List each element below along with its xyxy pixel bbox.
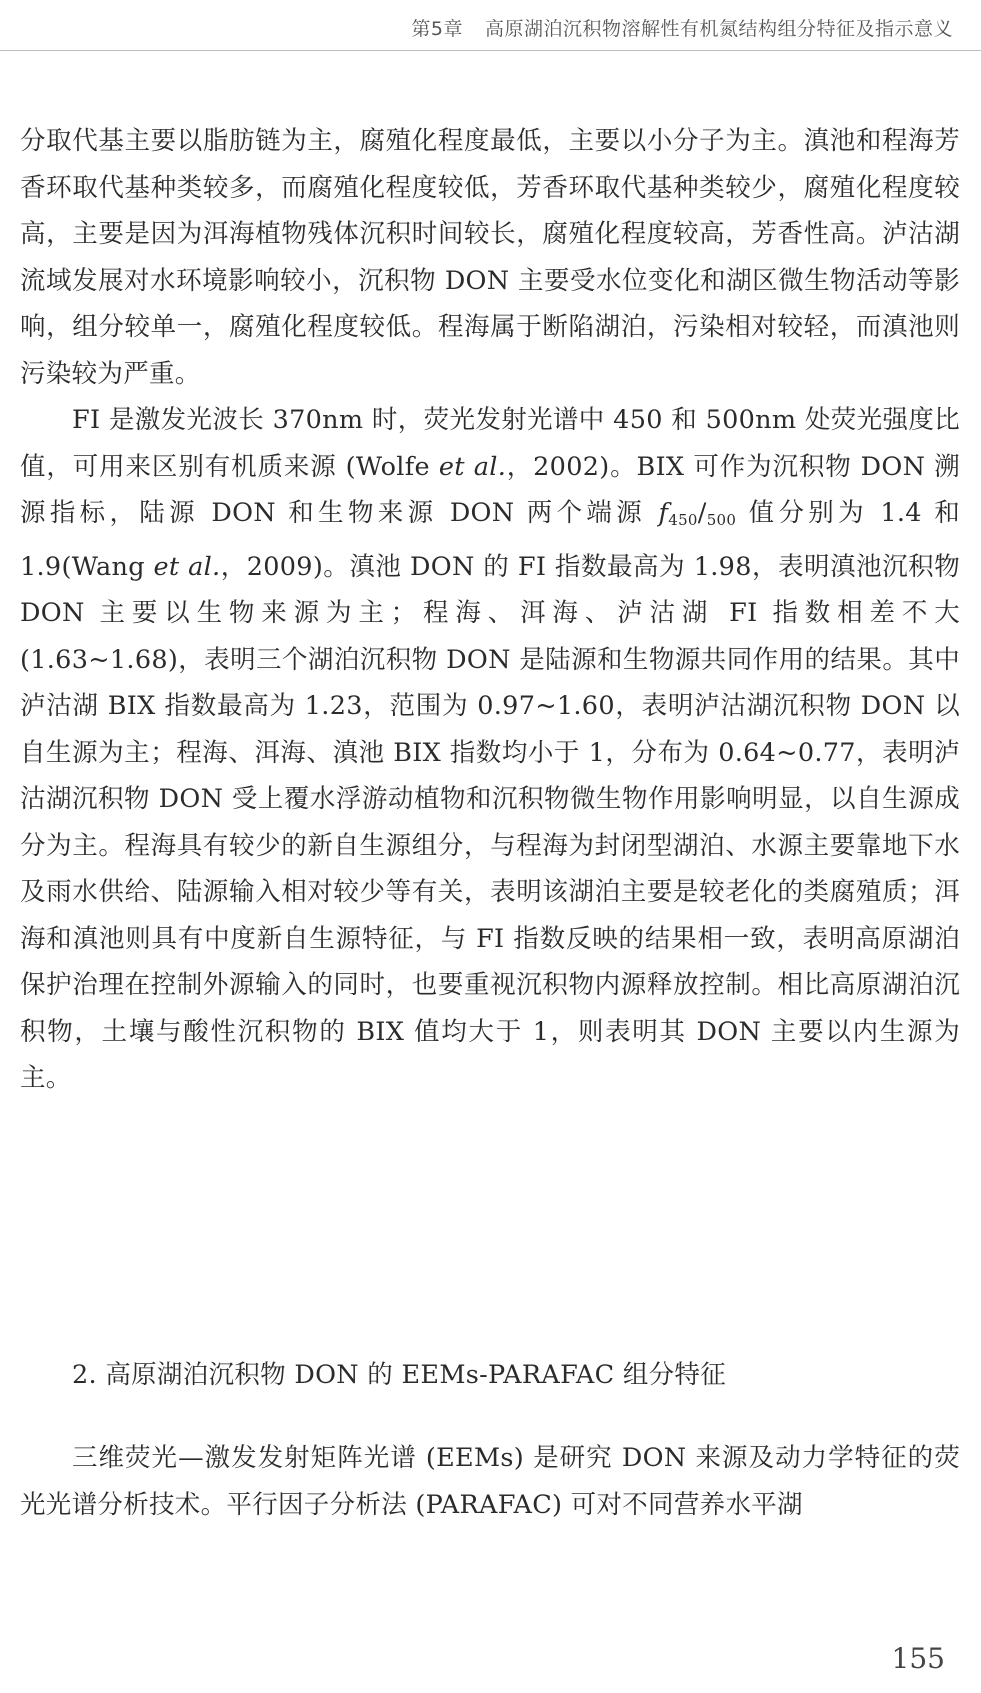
citation-etal: et al. (153, 551, 221, 582)
p2-text-a: FI 是激发光波长 370nm 时，荧光发射光谱中 450 和 500nm 处荧光强度比值，可用来区别有机质来源 (Wolfe (20, 405, 960, 482)
section-heading: 2. 高原湖泊沉积物 DON 的 EEMs-PARAFAC 组分特征 (72, 1360, 727, 1390)
p2-text-d: ，2009)。滇池 DON 的 FI 指数最高为 1.98，表明滇池沉积物 DON 主要以生物来源为主；程海、洱海、泸沽湖 FI 指数相差不大 (1.63~1.68)，表明三个湖泊沉积物 DON 是陆源和生物源共同作用的结果。其中泸沽湖 BIX 指数最高为 1.23，范围为 0.97~1.60，表明泸沽湖沉积物 DON 以自生源为主；程海、洱海、滇池 BIX 指数均小于 1，分布为 0.64~0.77，表明泸沽湖沉积物 DON 受上覆水浮游动植物和沉积物微生物作用影响明显，以自生源成分为主。程海具有较少的新自生源组分，与程海为封闭型湖泊、水源主要靠地下水及雨水供给、陆源输入相对较少等有关，表明该湖泊主要是较老化的类腐殖质；洱海和滇池则具有中度新自生源特征，与 FI 指数反映的结果相一致，表明高原湖泊保护治理在控制外源输入的同时，也要重视沉积物内源释放控制。相比高原湖泊沉积物，土壤与酸性沉积物的 BIX 值均大于 1，则表明其 DON 主要以内生源为主。 (20, 551, 960, 1093)
formula-slash: / (697, 498, 707, 528)
formula-sub-450: 450 (668, 511, 698, 529)
paragraph-3: 三维荧光—激发发射矩阵光谱 (EEMs) 是研究 DON 来源及动力学特征的荧光光谱分析技术。平行因子分析法 (PARAFAC) 可对不同营养水平湖 (20, 1443, 960, 1520)
header-rule (0, 50, 981, 51)
p2-text-b: ，2002)。BIX 可作为沉积物 DON 溯源指标，陆源 DON 和生物来源 DON 两个端源 (20, 451, 960, 528)
formula-sub-500: 500 (706, 511, 737, 529)
main-text (20, 118, 960, 1102)
p2-text-c: 值分别为 1.4 和 1.9(Wang (20, 498, 961, 582)
paragraph-2 (20, 397, 960, 1102)
running-header (411, 14, 953, 41)
main-text-continued (20, 1435, 960, 1528)
chapter-number: 第5章 (411, 18, 463, 40)
formula-f: f (658, 498, 669, 528)
page-number: 155 (891, 1642, 945, 1675)
paragraph-1: 分取代基主要以脂肪链为主，腐殖化程度最低，主要以小分子为主。滇池和程海芳香环取代基种类较多，而腐殖化程度较低，芳香环取代基种类较少，腐殖化程度较高，主要是因为洱海植物残体沉积时间较长，腐殖化程度较高，芳香性高。泸沽湖流域发展对水环境影响较小，沉积物 DON 主要受水位变化和湖区微生物活动等影响，组分较单一，腐殖化程度较低。程海属于断陷湖泊，污染相对较轻，而滇池则污染较为严重。 (20, 126, 960, 389)
citation-etal: et al. (438, 451, 507, 482)
chapter-title: 高原湖泊沉积物溶解性有机氮结构组分特征及指示意义 (484, 18, 953, 40)
